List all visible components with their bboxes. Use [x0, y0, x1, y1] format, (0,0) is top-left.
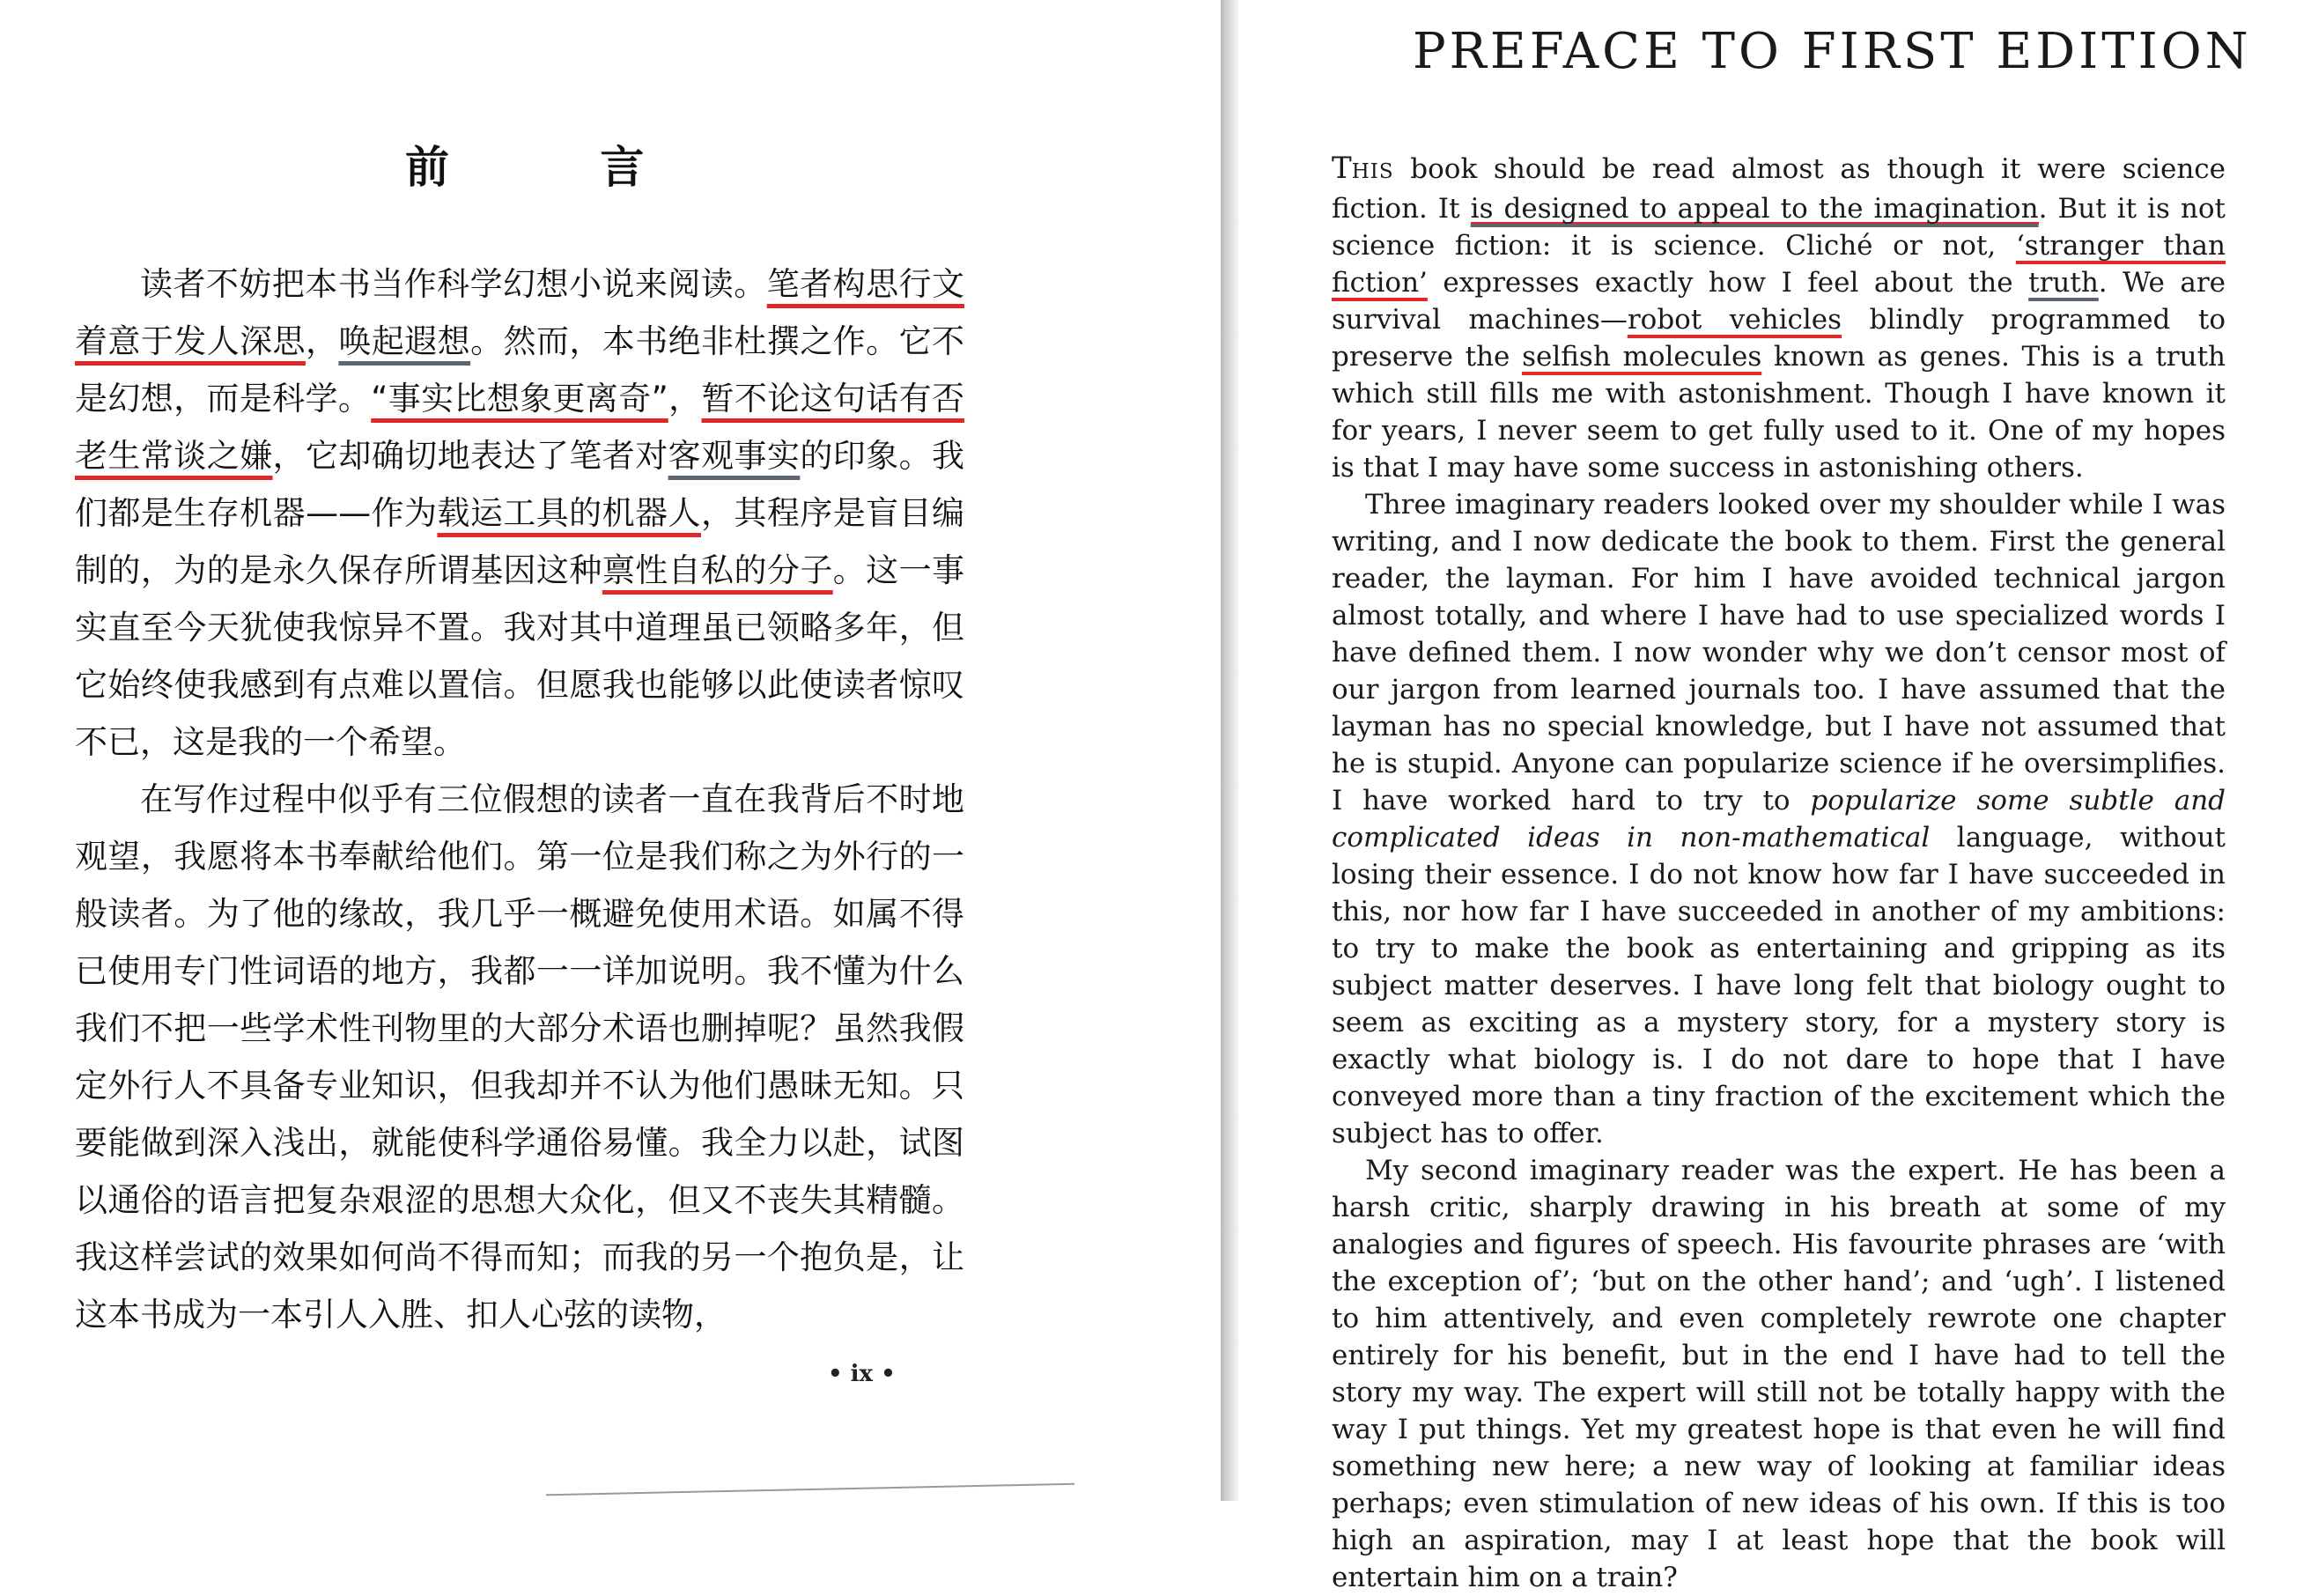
chinese-body-text — [75, 255, 964, 1343]
small-caps-text: HIS — [1351, 160, 1394, 183]
underline-red-highlight: 载运工具的机器人 — [437, 494, 701, 532]
english-paragraph-2 — [1332, 486, 2226, 1152]
english-paragraph-3: My second imaginary reader was the expert. He has been a harsh critic, sharply drawing in his breath at some of my analogies and figures of speech. His favourite phrases are ‘with the exception of’; ‘but on the other hand’; and ‘ugh’. I listened to him attentively, and even completely rewrote one chapter entirely for his benefit, but in the end I have had to tell the story my way. The expert will still not be totally happy with the way I put things. Yet my greatest hope is that even he will find something new here; a new way of looking at familiar ideas perhaps; even stimulation of new ideas of his own. If this is too high an aspiration, may I at least hope that the book will entertain him on a train? — [1332, 1155, 2226, 1593]
english-text: Three imaginary readers looked over my shoulder while I was writing, and I now dedicate the book to them. First the general reader, the layman. For him I have avoided technical jargon almost totally, and where I have had to use specialized words I have defined them. I now wonder why we don’t censor most of our jargon from learned journals too. I have assumed that the layman has no special knowledge, but I have not assumed that he is stupid. Anyone can popularize science if he oversimplifies. I have worked hard to try to — [1332, 489, 2226, 816]
english-text: expresses exactly how I feel about the — [1427, 267, 2029, 299]
chinese-page-title: 前 言 — [405, 141, 646, 193]
english-body-text — [1332, 150, 2226, 1596]
page-number: • ix • — [828, 1361, 896, 1387]
chinese-text: 的印象。我们都是生存机器——作为 — [75, 437, 965, 532]
underline-gray-red-highlight: is designed to appeal to the imagination — [1470, 193, 2039, 225]
underline-red-highlight: selfish molecules — [1522, 341, 1762, 373]
underline-red-highlight: 暂不论这句话有否老生常谈之嫌 — [75, 380, 965, 475]
english-text: blindly programmed to preserve the — [1332, 304, 2226, 373]
chinese-text: ，它却确切地表达了笔者对 — [272, 437, 668, 475]
chinese-text: ，其程序是盲目编制的，为的是永久保存所谓基因这种 — [75, 494, 965, 589]
chinese-paragraph-2: 在写作过程中似乎有三位假想的读者一直在我背后不时地观望，我愿将本书奉献给他们。第一位是我们称之为外行的一般读者。为了他的缘故，我几乎一概避免使用术语。如属不得已使用专门性词语的地方，我都一一详加说明。我不懂为什么我们不把一些学术性刊物里的大部分术语也删掉呢？虽然我假定外行人不具备专业知识，但我却并不认为他们愚昧无知。只要能做到深入浅出，就能使科学通俗易懂。我全力以赴，试图以通俗的语言把复杂艰涩的思想大众化，但又不丧失其精髓。我这样尝试的效果如何尚不得而知；而我的另一个抱负是，让这本书成为一本引人入胜、扣人心弦的读物， — [75, 780, 964, 1334]
chinese-text: ， — [668, 380, 702, 417]
chinese-text: 。这一事实直至今天犹使我惊异不置。我对其中道理虽已领略多年，但它始终使我感到有点难以置信。但愿我也能够以此使读者惊叹不已，这是我的一个希望。 — [75, 551, 965, 761]
english-italic-text: popularize some subtle and complicated ideas in non-mathematical — [1332, 785, 2226, 853]
chinese-text: 。然而，本书绝非杜撰之作。它不是幻想，而是科学。 — [75, 322, 965, 417]
initial-letter: T — [1332, 151, 1352, 186]
english-text: language, without losing their essence. I do not know how far I have succeeded in this, nor how far I have succeeded in another of my ambitions: to try to make the book as entertaining and gripping as its subject matter deserves. I have long felt that biology ought to seem as exciting as a mystery story, for a mystery story is exactly what biology is. I do not dare to hope that I have conveyed more than a tiny fraction of the excitement which the subject has to offer. — [1332, 822, 2226, 1149]
english-text: . But it is not science fiction: it is science. Cliché or not, — [1332, 193, 2226, 262]
english-text: known as genes. This is a truth which still fills me with astonishment. Though I have known it for years, I never seem to get fully used to it. One of my hopes is that I may have some success in astonishing others. — [1332, 341, 2226, 484]
underline-gray-highlight: truth — [2028, 267, 2099, 299]
underline-gray-highlight: 唤起遐想 — [338, 322, 471, 360]
underline-red-highlight: “事实比想象更离奇” — [371, 380, 668, 417]
underline-red-highlight: ‘stranger than fiction’ — [1332, 230, 2226, 299]
english-text: book should be read almost as though it were science fiction. It — [1332, 153, 2226, 225]
chinese-paragraph-1 — [75, 255, 964, 771]
english-text: . We are survival machines— — [1332, 267, 2226, 336]
english-paragraph-1 — [1332, 150, 2226, 486]
page-gutter — [1221, 0, 1238, 1501]
underline-red-highlight: robot vehicles — [1627, 304, 1842, 336]
chinese-text: ， — [305, 322, 339, 360]
underline-red-highlight: 笔者构思行文着意于发人深思 — [75, 265, 965, 360]
english-page-title: PREFACE TO FIRST EDITION — [1413, 23, 2252, 80]
underline-red-highlight: 禀性自私的分子 — [602, 551, 833, 589]
chinese-text: 读者不妨把本书当作科学幻想小说来阅读。 — [140, 265, 767, 303]
underline-gray-highlight: 客观事实 — [668, 437, 801, 475]
